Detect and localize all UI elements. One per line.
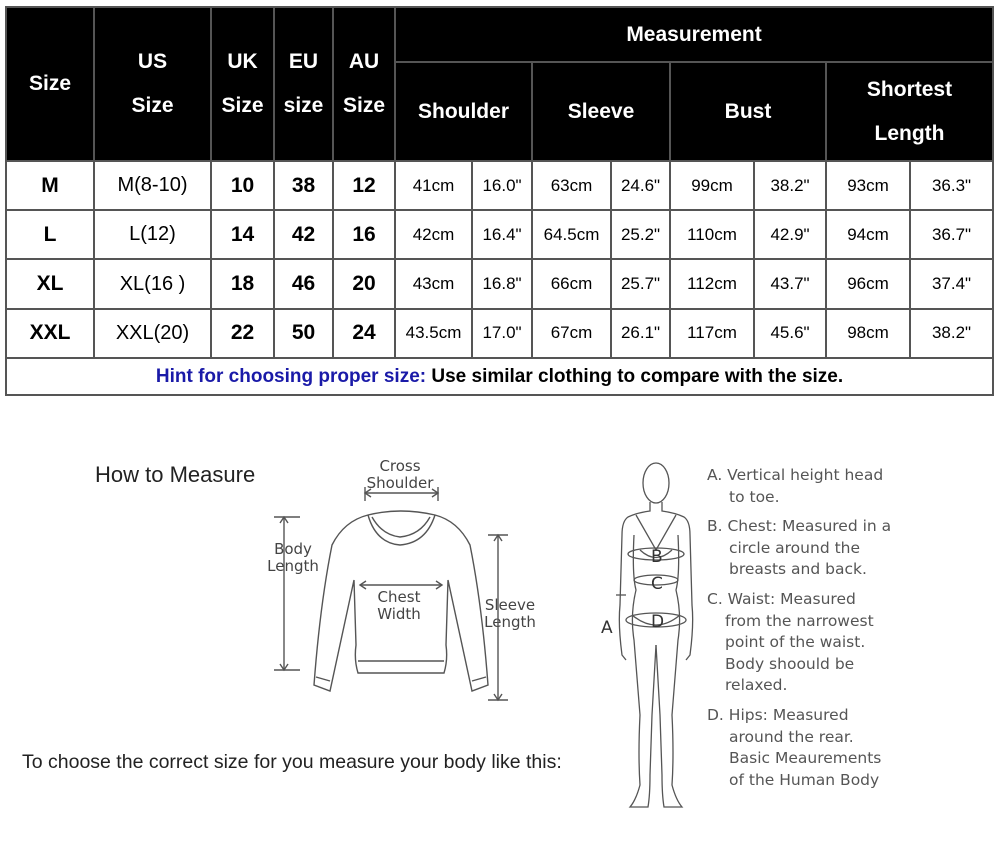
cell-uk: 14 <box>211 210 274 259</box>
legend-c: C. Waist: Measured from the narrowest point of the waist. Body shoould be relaxed. <box>707 589 874 695</box>
header-uk-size: UK Size <box>211 7 274 161</box>
cell-uk: 18 <box>211 259 274 308</box>
cell-eu: 46 <box>274 259 333 308</box>
cell-length-in: 37.4" <box>910 259 993 308</box>
cell-sleeve-in: 25.2" <box>611 210 670 259</box>
garment-diagram <box>260 485 520 715</box>
cell-shoulder-in: 16.8" <box>472 259 532 308</box>
cross-shoulder-label: Cross Shoulder <box>366 457 434 492</box>
marker-a: A <box>601 618 613 638</box>
cell-shoulder-cm: 43.5cm <box>395 309 472 358</box>
cell-shoulder-in: 16.0" <box>472 161 532 210</box>
how-to-measure-title: How to Measure <box>95 462 256 487</box>
cell-length-cm: 93cm <box>826 161 910 210</box>
cell-au: 16 <box>333 210 395 259</box>
cell-shoulder-in: 17.0" <box>472 309 532 358</box>
size-chart-table <box>5 6 994 396</box>
header-shoulder: Shoulder <box>395 62 532 161</box>
cell-bust-cm: 112cm <box>670 259 754 308</box>
marker-c: C <box>651 574 663 594</box>
cell-us: L(12) <box>94 210 211 259</box>
table-row <box>6 259 993 308</box>
cell-bust-in: 43.7" <box>754 259 826 308</box>
header-sleeve: Sleeve <box>532 62 670 161</box>
cell-shoulder-cm: 42cm <box>395 210 472 259</box>
cell-shoulder-cm: 43cm <box>395 259 472 308</box>
cell-shoulder-in: 16.4" <box>472 210 532 259</box>
cell-bust-in: 38.2" <box>754 161 826 210</box>
cell-us: M(8-10) <box>94 161 211 210</box>
hint-text: Use similar clothing to compare with the size. <box>426 365 844 387</box>
header-au-size: AU Size <box>333 7 395 161</box>
cell-bust-in: 45.6" <box>754 309 826 358</box>
cell-sleeve-cm: 63cm <box>532 161 611 210</box>
chest-width-label: Chest Width <box>377 588 421 623</box>
cell-length-cm: 98cm <box>826 309 910 358</box>
cell-us: XXL(20) <box>94 309 211 358</box>
header-shortest-length: Shortest Length <box>826 62 993 161</box>
cell-eu: 42 <box>274 210 333 259</box>
head-icon <box>643 463 669 503</box>
table-row <box>6 309 993 358</box>
cell-bust-cm: 117cm <box>670 309 754 358</box>
cell-bust-cm: 99cm <box>670 161 754 210</box>
cell-au: 20 <box>333 259 395 308</box>
header-us-size: US Size <box>94 7 211 161</box>
cell-size: M <box>6 161 94 210</box>
cell-sleeve-in: 25.7" <box>611 259 670 308</box>
legend-b: B. Chest: Measured in a circle around the breasts and back. <box>707 517 892 579</box>
marker-d: D <box>651 612 665 632</box>
cell-length-cm: 94cm <box>826 210 910 259</box>
marker-b: B <box>651 547 663 567</box>
header-measurement: Measurement <box>395 7 993 62</box>
hint-label: Hint for choosing proper size: <box>155 365 427 387</box>
cell-au: 12 <box>333 161 395 210</box>
cell-eu: 38 <box>274 161 333 210</box>
sleeve-length-label: Sleeve Length <box>484 596 536 631</box>
header-bust: Bust <box>670 62 826 161</box>
header-size: Size <box>6 7 94 161</box>
cell-length-in: 36.3" <box>910 161 993 210</box>
body-length-label: Body Length <box>267 540 319 575</box>
table-row <box>6 161 993 210</box>
cell-length-in: 36.7" <box>910 210 993 259</box>
cell-length-cm: 96cm <box>826 259 910 308</box>
cell-eu: 50 <box>274 309 333 358</box>
sweater-outline-icon <box>314 511 488 691</box>
body-figure <box>596 455 706 835</box>
cell-size: L <box>6 210 94 259</box>
cell-bust-cm: 110cm <box>670 210 754 259</box>
cell-shoulder-cm: 41cm <box>395 161 472 210</box>
measure-legend <box>707 465 997 791</box>
cell-size: XXL <box>6 309 94 358</box>
legend-d: D. Hips: Measured around the rear. Basic Meaurements of the Human Body <box>707 705 882 789</box>
table-row <box>6 210 993 259</box>
cell-sleeve-cm: 67cm <box>532 309 611 358</box>
cell-length-in: 38.2" <box>910 309 993 358</box>
cell-sleeve-cm: 66cm <box>532 259 611 308</box>
cell-sleeve-in: 26.1" <box>611 309 670 358</box>
header-eu-size: EU size <box>274 7 333 161</box>
cell-uk: 10 <box>211 161 274 210</box>
cell-sleeve-cm: 64.5cm <box>532 210 611 259</box>
cell-size: XL <box>6 259 94 308</box>
cell-uk: 22 <box>211 309 274 358</box>
cell-au: 24 <box>333 309 395 358</box>
cell-bust-in: 42.9" <box>754 210 826 259</box>
cell-us: XL(16 ) <box>94 259 211 308</box>
size-hint <box>6 358 993 395</box>
instruction-text: To choose the correct size for you measure your body like this: <box>22 751 562 773</box>
legend-a: A. Vertical height head to toe. <box>707 466 884 506</box>
cell-sleeve-in: 24.6" <box>611 161 670 210</box>
